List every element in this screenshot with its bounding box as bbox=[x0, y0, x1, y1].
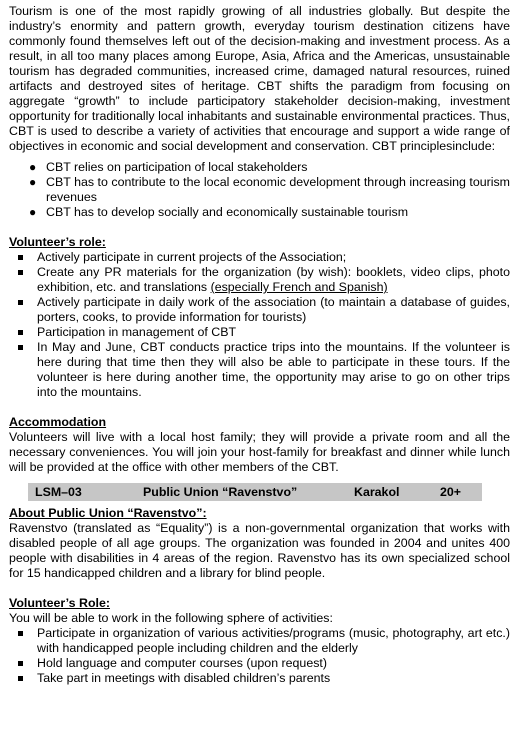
accommodation-text: Volunteers will live with a local host family; they will provide a private room and all the necessary conveniences. You will join your host-family for breakfast and dinner while lunch will be provided at the office with other members of the CBT. bbox=[9, 430, 510, 474]
list-item: Actively participate in current projects of the Association; bbox=[9, 250, 510, 265]
project-name: Public Union “Ravenstvo” bbox=[143, 485, 298, 499]
list-item: ● CBT has to develop socially and economically sustainable tourism bbox=[29, 205, 409, 219]
square-bullet-icon bbox=[18, 631, 23, 636]
volunteer-role-list bbox=[9, 250, 510, 400]
underlined-languages: (especially French and Spanish) bbox=[210, 280, 388, 294]
list-item: Participation in management of CBT bbox=[9, 325, 510, 340]
volunteer-role-2-heading: Volunteer’s Role: bbox=[9, 596, 110, 610]
list-item: Create any PR materials for the organization (by wish): booklets, video clips, photo exhibition, etc. and translations (especially French and Spanish) bbox=[9, 265, 510, 295]
bullet-icon: ● bbox=[29, 175, 37, 189]
intro-paragraph: Tourism is one of the most rapidly growing of all industries globally. But despite the industry’s enormity and pattern growth, everyday tourism destination citizens have commonly found themselves left out of the decision-making and investment process. As a result, in all too many places among Europe, Asia, Africa and the Americas, unsustainable tourism has degraded communities, increased crime, damaged natural resources, ruined artifacts and destroyed sites of heritage. CBT shifts the paradigm from focusing on aggregate “growth” to include participatory stakeholder decision-making, investment opportunity for traditionally local inhabitants and sustainable environmental practices. Thus, CBT is used to describe a variety of activities that encourage and support a wide range of objectives in economic and social development and conservation. CBT principlesinclude: bbox=[9, 4, 510, 153]
volunteer-role-2-intro: You will be able to work in the following sphere of activities: bbox=[9, 611, 333, 625]
list-item: Hold language and computer courses (upon request) bbox=[9, 656, 510, 671]
bullet-icon: ● bbox=[29, 160, 37, 174]
bullet-icon: ● bbox=[29, 205, 37, 219]
list-item: Actively participate in daily work of the association (to maintain a database of guides, porters, cooks, to provide information for tourists) bbox=[9, 295, 510, 325]
square-bullet-icon bbox=[18, 345, 23, 350]
square-bullet-icon bbox=[18, 255, 23, 260]
project-location: Karakol bbox=[354, 485, 400, 499]
square-bullet-icon bbox=[18, 661, 23, 666]
principles-list bbox=[9, 160, 510, 220]
list-item: ● CBT has to contribute to the local economic development through increasing tourism revenues bbox=[29, 175, 510, 204]
volunteer-role-2-list bbox=[9, 626, 510, 686]
project-age: 20+ bbox=[440, 485, 462, 499]
list-item: Take part in meetings with disabled children’s parents bbox=[9, 671, 510, 686]
project-bar bbox=[28, 483, 482, 501]
square-bullet-icon bbox=[18, 270, 23, 275]
accommodation-heading: Accommodation bbox=[9, 415, 107, 429]
about-heading: About Public Union “Ravenstvo”: bbox=[9, 506, 207, 520]
square-bullet-icon bbox=[18, 300, 23, 305]
list-item: In May and June, CBT conducts practice trips into the mountains. If the volunteer is here during that time then they will also be able to participate in these tours. If the volunteer is here during another time, the opportunity may arise to go on other trips into the mountains. bbox=[9, 340, 510, 400]
list-item: ● CBT relies on participation of local stakeholders bbox=[29, 160, 308, 174]
about-text: Ravenstvo (translated as “Equality”) is a non-governmental organization that works with disabled people of all age groups. The organization was founded in 2004 and unites 400 people with disabilities in 4 areas of the region. Ravenstvo has its own specialized school for 15 handicapped children and a library for blind people. bbox=[9, 521, 510, 580]
square-bullet-icon bbox=[18, 676, 23, 681]
volunteer-role-heading: Volunteer’s role: bbox=[9, 235, 106, 249]
project-code: LSM–03 bbox=[35, 485, 82, 499]
square-bullet-icon bbox=[18, 330, 23, 335]
list-item: Participate in organization of various activities/programs (music, photography, art etc.) with handicapped people including children and the elderly bbox=[9, 626, 510, 656]
